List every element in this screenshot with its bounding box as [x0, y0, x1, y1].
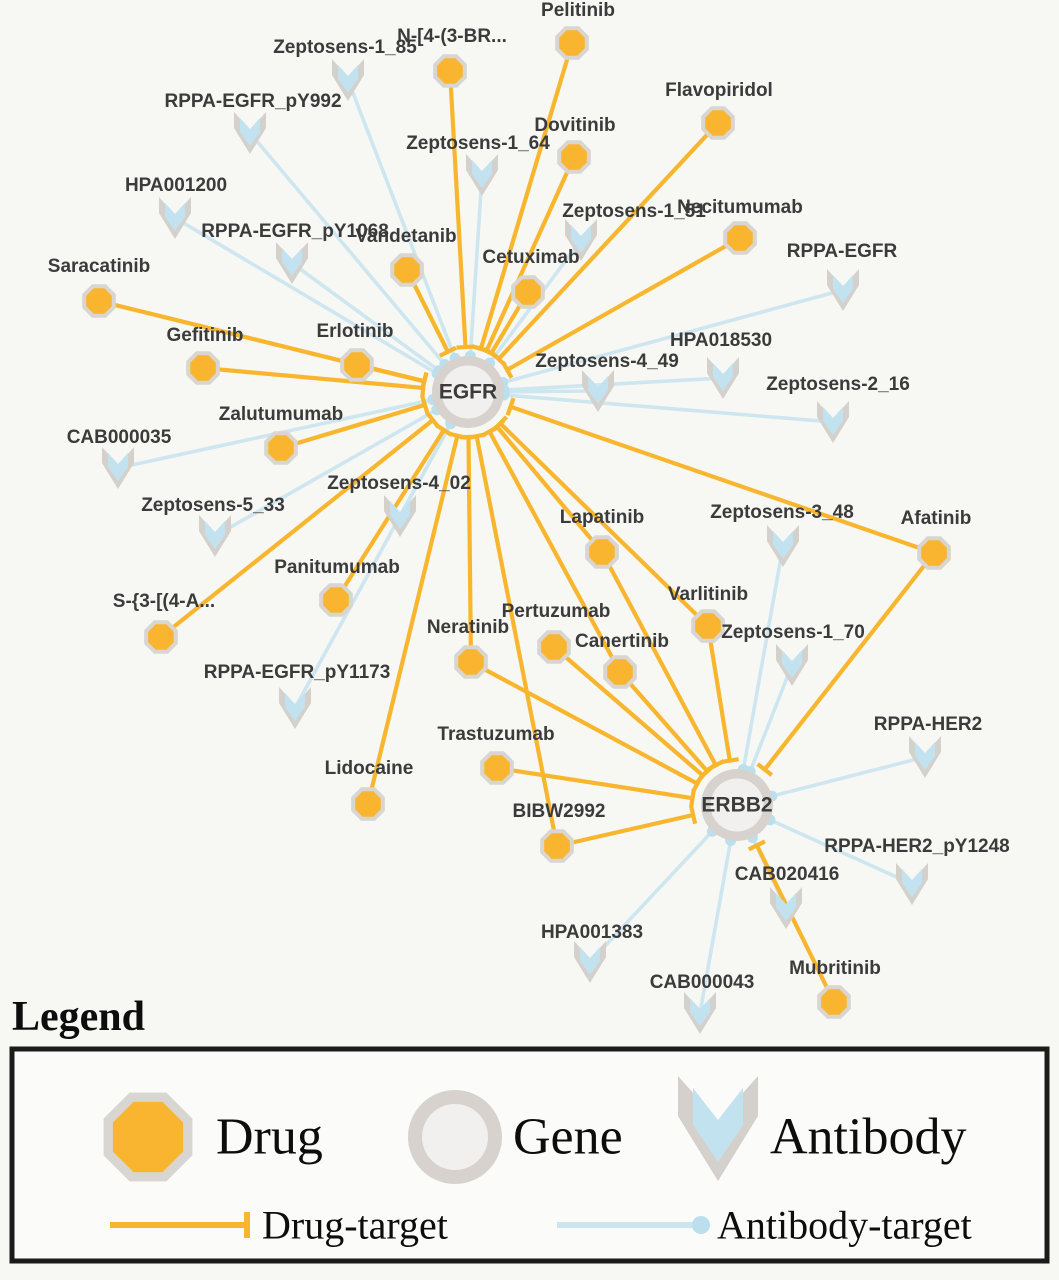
- drug-node-mubritinib: [819, 987, 849, 1017]
- antibody-label-rppa-egfr: RPPA-EGFR: [786, 241, 898, 262]
- antibody-label-zeptosens-1_64: Zeptosens-1_64: [406, 133, 550, 154]
- drug-node-trastuzumab: [482, 753, 512, 783]
- drug-label-lapatinib: Lapatinib: [559, 507, 645, 528]
- antibody-label-rppa-egfr_py1173: RPPA-EGFR_pY1173: [203, 662, 391, 683]
- drug-target-edge: [497, 768, 693, 798]
- drug-label-flavopiridol: Flavopiridol: [665, 80, 773, 101]
- antibody-label-zeptosens-4_02: Zeptosens-4_02: [327, 473, 471, 494]
- drug-node-gefitinib: [188, 353, 218, 383]
- gene-label-erbb2: ERBB2: [701, 793, 773, 817]
- drug-node-pelitinib: [557, 28, 587, 58]
- drug-label-canertinib: Canertinib: [575, 631, 669, 652]
- drug-node-neratinib: [456, 647, 486, 677]
- antibody-label-rppa-egfr_py1068: RPPA-EGFR_pY1068: [201, 221, 389, 242]
- drug-target-edge: [499, 123, 718, 359]
- antibody-target-edge: [504, 395, 833, 422]
- drug-node-zalutumumab: [266, 433, 296, 463]
- drug-target-edge-tee: [456, 347, 474, 348]
- drug-target-edge-tee: [508, 398, 514, 415]
- drug-target-edge: [497, 426, 602, 552]
- antibody-label-rppa-her2_py1248: RPPA-HER2_pY1248: [824, 836, 1010, 857]
- drug-node-dovitinib: [559, 142, 589, 172]
- drug-legend-icon: [104, 1093, 193, 1182]
- antibody-label-cab000043: CAB000043: [649, 972, 755, 993]
- drug-node-n4-3br: [435, 56, 465, 86]
- antibody-label-zeptosens-1_70: Zeptosens-1_70: [721, 622, 865, 643]
- antibody-label-zeptosens-1_85: Zeptosens-1_85: [273, 37, 417, 58]
- antibody-target-edge: [470, 175, 482, 356]
- antibody-target-legend-label: Antibody-target: [717, 1202, 972, 1248]
- drug-target-edge-tee: [721, 759, 739, 762]
- drug-target-edge: [708, 626, 730, 761]
- drug-label-zalutumumab: Zalutumumab: [218, 404, 344, 425]
- antibody-label-cab020416: CAB020416: [734, 864, 840, 885]
- drug-node-panitumumab: [321, 585, 351, 615]
- drug-target-edge-tee: [422, 396, 427, 413]
- drug-target-edge: [511, 407, 934, 553]
- antibody-label-hpa001200: HPA001200: [124, 175, 228, 196]
- drug-label-s3-4a: S-{3-[(4-A...: [112, 591, 216, 612]
- antibody-target-edge: [504, 391, 598, 392]
- drug-target-edge-tee: [691, 789, 694, 807]
- drug-label-bibw2992: BIBW2992: [512, 801, 606, 822]
- antibody-target-edge: [750, 665, 792, 771]
- drug-node-erlotinib: [342, 350, 372, 380]
- drug-target-legend-label: Drug-target: [262, 1202, 448, 1248]
- drug-label-pertuzumab: Pertuzumab: [501, 601, 611, 622]
- drug-label-gefitinib: Gefitinib: [166, 325, 244, 346]
- drug-label-trastuzumab: Trastuzumab: [437, 724, 555, 745]
- drug-node-flavopiridol: [703, 108, 733, 138]
- drug-label-neratinib: Neratinib: [426, 617, 510, 638]
- gene-legend-label: Gene: [513, 1108, 623, 1166]
- antibody-label-hpa001383: HPA001383: [540, 922, 644, 943]
- antibody-label-zeptosens-4_49: Zeptosens-4_49: [535, 351, 679, 372]
- antibody-label-zeptosens-1_51: Zeptosens-1_51: [562, 201, 706, 222]
- drug-node-bibw2992: [542, 831, 572, 861]
- drug-node-necitumumab: [725, 223, 755, 253]
- drug-target-edge-tee: [422, 373, 426, 390]
- drug-label-varlitinib: Varlitinib: [667, 584, 749, 605]
- drug-label-n4-3br: N-[4-(3-BR...: [397, 26, 507, 47]
- drug-node-saracatinib: [84, 286, 114, 316]
- drug-node-lidocaine: [353, 789, 383, 819]
- drug-target-edge-tee: [691, 806, 695, 824]
- drug-legend-label: Drug: [216, 1108, 323, 1166]
- drug-label-pelitinib: Pelitinib: [541, 0, 615, 21]
- antibody-label-zeptosens-3_48: Zeptosens-3_48: [710, 502, 854, 523]
- legend: [12, 994, 1047, 1261]
- drug-label-saracatinib: Saracatinib: [47, 256, 151, 277]
- drug-node-cetuximab: [513, 277, 543, 307]
- antibody-label-rppa-egfr_py992: RPPA-EGFR_pY992: [164, 91, 342, 112]
- antibody-label-cab000035: CAB000035: [66, 427, 172, 448]
- drug-node-vandetanib: [392, 255, 422, 285]
- drug-node-s3-4a: [146, 622, 176, 652]
- drug-node-pertuzumab: [539, 632, 569, 662]
- antibody-label-hpa018530: HPA018530: [669, 330, 773, 351]
- antibody-label-rppa-her2: RPPA-HER2: [873, 714, 983, 735]
- antibody-label-zeptosens-2_16: Zeptosens-2_16: [766, 374, 910, 395]
- graph-canvas: [48, 0, 1010, 1034]
- drug-node-lapatinib: [587, 537, 617, 567]
- drug-node-varlitinib: [693, 611, 723, 641]
- drug-label-vandetanib: Vandetanib: [355, 226, 457, 247]
- antibody-legend-label: Antibody: [770, 1108, 967, 1166]
- drug-label-necitumumab: Necitumumab: [677, 197, 803, 218]
- drug-label-afatinib: Afatinib: [900, 508, 972, 529]
- gene-legend-icon: [408, 1090, 502, 1184]
- drug-label-panitumumab: Panitumumab: [274, 557, 400, 578]
- drug-label-erlotinib: Erlotinib: [316, 321, 394, 342]
- drug-node-canertinib: [605, 657, 635, 687]
- antibody-target-edge: [772, 757, 925, 796]
- drug-node-afatinib: [919, 538, 949, 568]
- drug-label-dovitinib: Dovitinib: [534, 115, 616, 136]
- drug-label-mubritinib: Mubritinib: [789, 958, 881, 979]
- drug-target-edge: [450, 71, 465, 347]
- drug-label-cetuximab: Cetuximab: [482, 247, 580, 268]
- antibody-label-zeptosens-5_33: Zeptosens-5_33: [141, 495, 285, 516]
- drug-label-lidocaine: Lidocaine: [324, 758, 414, 779]
- legend-title: Legend: [12, 994, 146, 1040]
- gene-label-egfr: EGFR: [438, 380, 498, 404]
